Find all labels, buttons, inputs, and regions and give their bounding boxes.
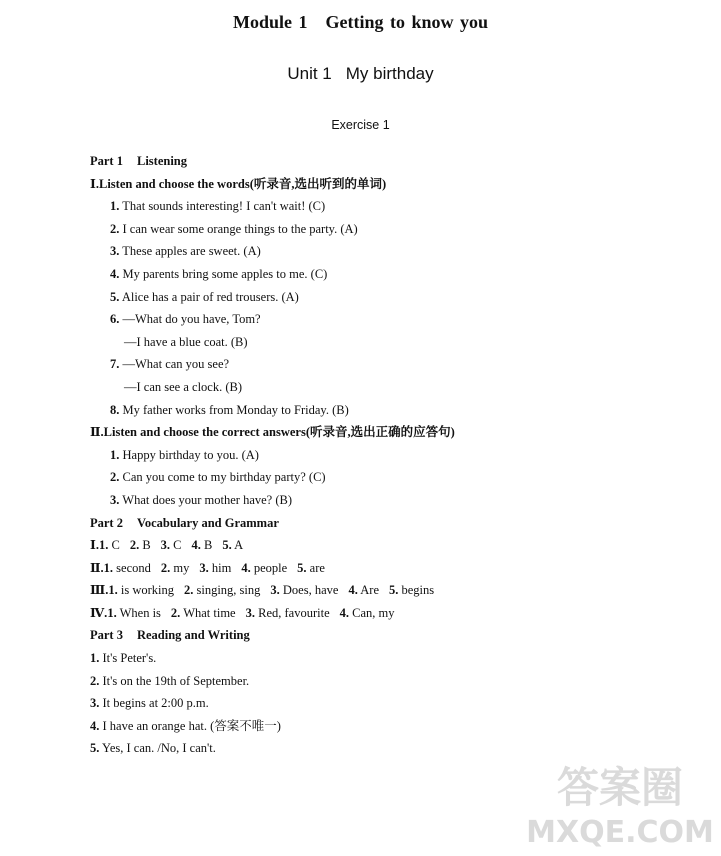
unit-number: Unit 1 xyxy=(287,64,332,83)
exercise-title: Exercise 1 xyxy=(331,118,390,132)
list-item xyxy=(90,715,690,738)
answer-value: Does, have xyxy=(282,583,339,598)
answer-number: 2. xyxy=(183,583,194,598)
answer-number: 5. xyxy=(222,538,232,553)
row-roman: Ⅰ. xyxy=(90,538,99,553)
item-text: Happy birthday to you. (A) xyxy=(122,447,259,462)
answer-value: Red, favourite xyxy=(258,605,330,620)
list-item-continuation: —I can see a clock. (B) xyxy=(124,379,242,394)
watermark-line2: MXQE.COM xyxy=(526,815,714,850)
part1-heading xyxy=(90,150,690,173)
item-text: —What do you have, Tom? xyxy=(122,312,261,327)
item-number: 1. xyxy=(110,447,120,462)
answer-row xyxy=(90,557,690,580)
item-text: Alice has a pair of red trousers. (A) xyxy=(121,289,299,304)
answer-number: 1. xyxy=(108,583,118,598)
item-number: 4. xyxy=(110,266,120,281)
list-item xyxy=(90,286,690,309)
unit-title xyxy=(0,64,721,84)
list-item xyxy=(90,240,690,263)
list-item xyxy=(90,647,690,670)
answer-value: begins xyxy=(401,583,435,598)
list-item xyxy=(90,466,690,489)
item-number: 2. xyxy=(110,221,120,236)
list-item xyxy=(90,692,690,715)
answer-value: him xyxy=(211,560,232,575)
answer-value: my xyxy=(173,560,190,575)
list-item xyxy=(90,444,690,467)
answer-value: people xyxy=(253,560,288,575)
answer-value: What time xyxy=(183,605,236,620)
answer-number: 3. xyxy=(160,538,171,553)
section1-title: Listen and choose the words(听录音,选出听到的单词) xyxy=(98,176,387,191)
item-number: 3. xyxy=(90,696,100,711)
part3-title: Reading and Writing xyxy=(136,628,250,643)
item-number: 7. xyxy=(110,357,120,372)
item-number: 6. xyxy=(110,312,120,327)
answer-value: B xyxy=(142,538,151,553)
item-number: 4. xyxy=(90,718,100,733)
answer-value: is working xyxy=(120,583,174,598)
answer-number: 4. xyxy=(339,605,349,620)
item-text: It begins at 2:00 p.m. xyxy=(102,696,209,711)
module-name: Getting to know you xyxy=(325,12,489,32)
item-text: My parents bring some apples to me. (C) xyxy=(122,266,328,281)
answer-value: C xyxy=(111,538,120,553)
list-item xyxy=(90,353,690,376)
section2-title: Listen and choose the correct answers(听录音,选出正确的应答句) xyxy=(103,425,455,440)
answer-number: 3. xyxy=(245,605,255,620)
list-item xyxy=(90,670,690,693)
answer-row xyxy=(90,602,690,625)
item-number: 2. xyxy=(110,470,120,485)
answer-number: 3. xyxy=(270,583,280,598)
answer-row xyxy=(90,579,690,602)
part2-title: Vocabulary and Grammar xyxy=(136,515,279,530)
answer-value: A xyxy=(234,538,244,553)
answer-number: 5. xyxy=(389,583,399,598)
unit-name: My birthday xyxy=(345,64,434,83)
answer-number: 4. xyxy=(348,583,358,598)
answer-number: 1. xyxy=(107,605,117,620)
list-item xyxy=(90,263,690,286)
row-roman: Ⅳ. xyxy=(90,605,108,620)
item-number: 1. xyxy=(110,199,120,214)
answer-value: second xyxy=(116,560,151,575)
module-title xyxy=(0,12,721,33)
section1-heading xyxy=(90,173,690,196)
part1-title: Listening xyxy=(136,154,187,168)
part3-heading xyxy=(90,624,690,647)
answer-number: 5. xyxy=(297,560,307,575)
item-text: These apples are sweet. (A) xyxy=(122,244,261,259)
part1-number: Part 1 xyxy=(90,154,123,168)
item-text: —What can you see? xyxy=(122,357,230,372)
item-text: That sounds interesting! I can't wait! (C) xyxy=(122,199,326,214)
item-number: 3. xyxy=(110,492,120,507)
answer-value: singing, sing xyxy=(196,583,261,598)
part3-number: Part 3 xyxy=(90,628,123,643)
list-item xyxy=(90,308,690,331)
answer-value: B xyxy=(204,538,213,553)
part2-heading xyxy=(90,512,690,535)
answer-value: Can, my xyxy=(352,605,395,620)
answer-value: When is xyxy=(119,605,161,620)
answer-row xyxy=(90,534,690,557)
item-number: 5. xyxy=(110,289,120,304)
item-number: 3. xyxy=(110,244,120,259)
part2-number: Part 2 xyxy=(90,515,123,530)
section2-heading xyxy=(90,421,690,444)
item-text: Yes, I can. /No, I can't. xyxy=(102,741,216,756)
list-item xyxy=(90,195,690,218)
item-text: It's Peter's. xyxy=(102,651,157,666)
row-roman: Ⅱ. xyxy=(90,560,104,575)
answer-number: 3. xyxy=(199,560,209,575)
watermark-logo xyxy=(525,750,715,850)
answer-number: 1. xyxy=(98,538,109,553)
item-text: Can you come to my birthday party? (C) xyxy=(122,470,326,485)
item-text: It's on the 19th of September. xyxy=(102,673,250,688)
item-text: What does your mother have? (B) xyxy=(122,492,293,507)
list-item xyxy=(90,489,690,512)
item-text: My father works from Monday to Friday. (B) xyxy=(122,402,349,417)
list-item xyxy=(90,399,690,422)
list-item xyxy=(90,737,690,760)
item-text: I can wear some orange things to the party. (A) xyxy=(122,221,358,236)
answer-number: 2. xyxy=(129,538,140,553)
item-text: I have an orange hat. (答案不唯一) xyxy=(102,718,281,733)
item-number: 5. xyxy=(90,741,100,756)
section1-number: Ⅰ. xyxy=(90,176,99,191)
section2-number: Ⅱ. xyxy=(90,425,104,440)
answer-value: C xyxy=(173,538,182,553)
answer-number: 4. xyxy=(241,560,251,575)
item-number: 2. xyxy=(90,673,100,688)
watermark-line1: 答案圈 xyxy=(556,763,684,812)
answer-value: Are xyxy=(360,583,379,598)
answer-number: 4. xyxy=(191,538,201,553)
answer-number: 2. xyxy=(160,560,171,575)
row-roman: Ⅲ. xyxy=(90,583,109,598)
list-item xyxy=(90,218,690,241)
module-number: Module 1 xyxy=(232,12,308,32)
answer-number: 1. xyxy=(103,560,114,575)
item-number: 1. xyxy=(90,651,100,666)
answer-value: are xyxy=(309,560,325,575)
item-number: 8. xyxy=(110,402,120,417)
list-item-continuation: —I have a blue coat. (B) xyxy=(124,334,248,349)
answer-number: 2. xyxy=(170,605,181,620)
answer-content xyxy=(90,150,690,760)
